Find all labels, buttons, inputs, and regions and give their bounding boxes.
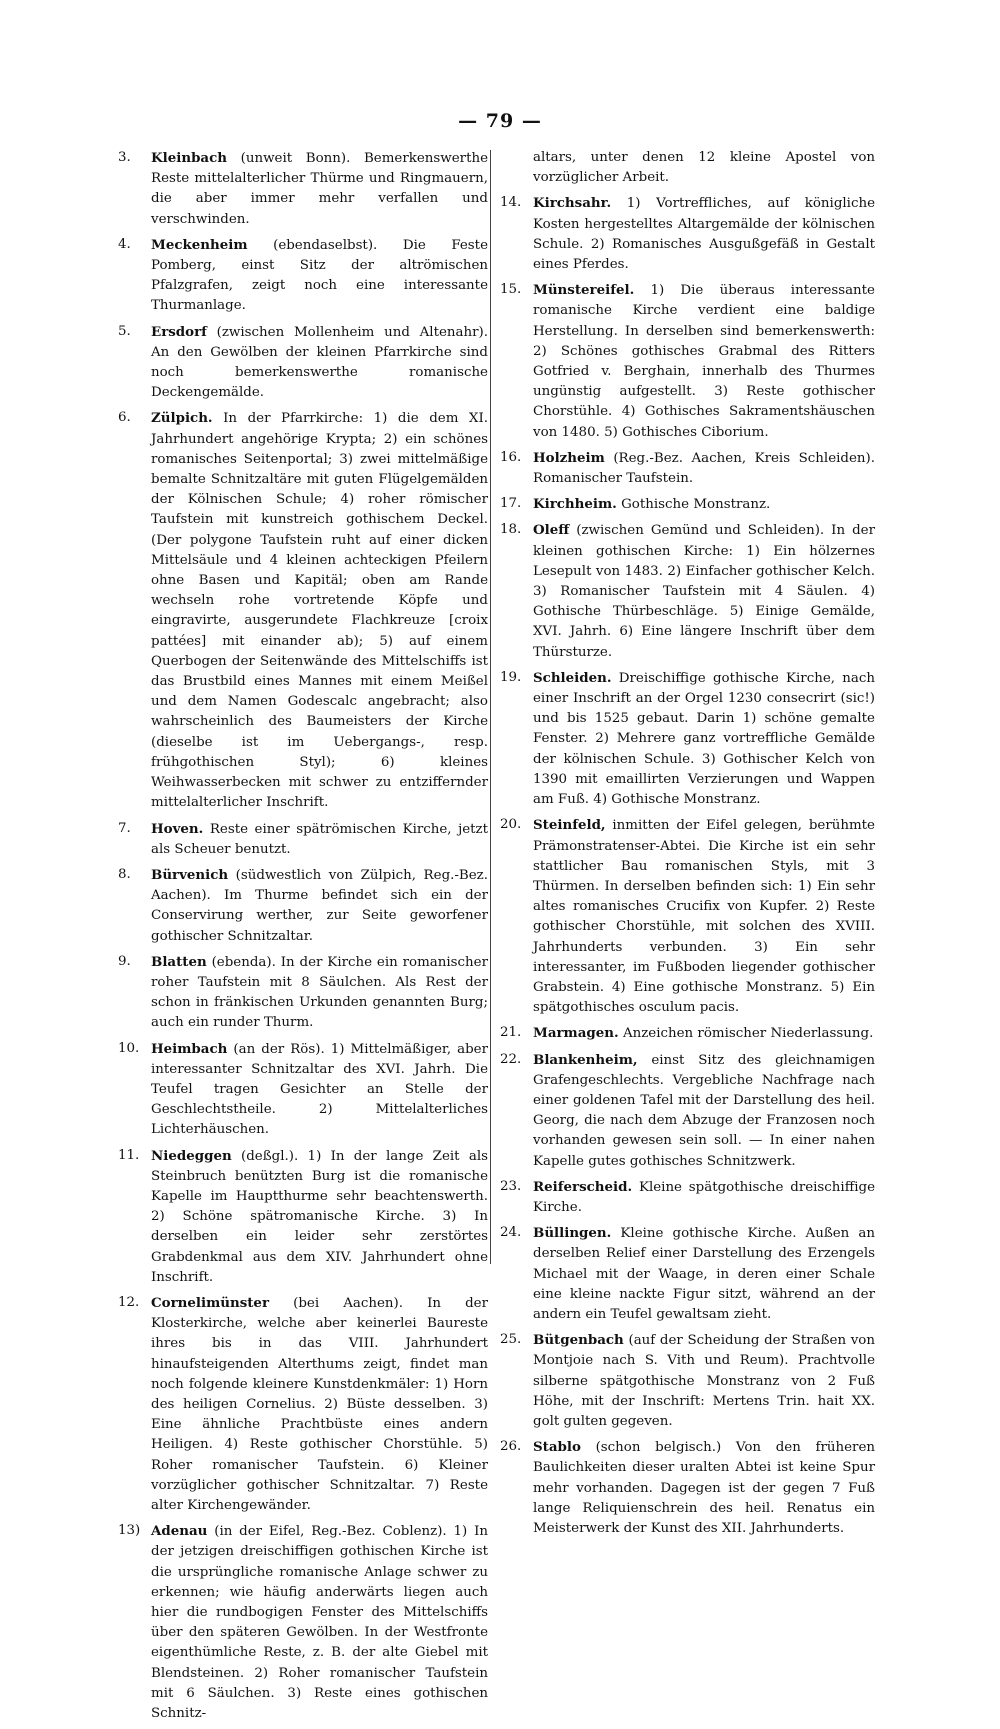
entry-number: 12.	[118, 1294, 140, 1310]
place-name: Zülpich.	[151, 410, 213, 427]
entry-number: 25.	[500, 1332, 522, 1348]
list-item	[500, 1330, 875, 1432]
entry-number: 7.	[118, 820, 131, 836]
entry-text: Dreischiffige gothische Kirche, nach einer Inschrift an der Orgel 1230 consecrirt (sic!) und bis 1525 gebaut. Darin 1) schöne gemalte Fenster. 2) Mehrere ganz vortreffliche Gemälde der kölnischen Schule. 3) Gothischer Kelch von 1390 mit emaillirten Verzierungen und Wappen am Fuß. 4) Gothische Monstranz.	[533, 670, 875, 808]
list-item	[500, 1050, 875, 1172]
list-item	[500, 1177, 875, 1218]
entry-text: (auf der Scheidung der Straßen von Montjoie nach S. Vith und Reum). Prachtvolle silberne spätgothische Monstranz von 2 Fuß Höhe, mit der Inschrift: Mertens Trin. hait XX. golt gulten gegeven.	[533, 1333, 875, 1429]
entry-text: Kleine gothische Kirche. Außen an derselben Relief einer Darstellung des Erzengels Michael mit der Waage, in deren einer Schale eine kleine nackte Figur sitzt, während an der andern ein Teufel gewaltsam zieht.	[533, 1226, 875, 1322]
place-name: Kirchsahr.	[533, 195, 612, 212]
right-column	[500, 148, 875, 1544]
entry-number: 13)	[118, 1523, 141, 1539]
place-name: Heimbach	[151, 1040, 228, 1057]
entry-text: Kleine spätgothische dreischiffige Kirche.	[533, 1179, 875, 1215]
list-item	[500, 148, 875, 188]
entry-number: 20.	[500, 817, 522, 833]
entry-text: (Reg.-Bez. Aachen, Kreis Schleiden). Romanischer Taufstein.	[533, 450, 875, 487]
place-name: Oleff	[533, 522, 570, 539]
entry-text: In der Pfarrkirche: 1) die dem XI. Jahrhundert angehörige Krypta; 2) ein schönes romanisches Seitenportal; 3) zwei mittelmäßige bemalte Schnitzaltäre mit guten Flügelgemälden der Kölnischen Schule; 4) roher römischer Taufstein mit kunstreich gothischem Deckel. (Der polygone Taufstein ruht auf einer dicken Mittelsäule und 4 kleinen achteckigen Pfeilern ohne Basen und Kapitäl; oben am Rande wechseln rohe vortretende Köpfe und eingravirte, ausgerundete Flachkreuze [croix pattées] mit einander ab); 5) auf einem Querbogen der Seitenwände des Mittelschiffs ist das Brustbild eines Mannes mit einem Meißel und dem Namen Godescalc angebracht; also wahrscheinlich des Baumeisters der Kirche (dieselbe ist im Uebergangs-, resp. frühgothischen Styl); 6) kleines Weihwasserbecken mit schwer zu entziffernder mittelalterlicher Inschrift.	[151, 411, 488, 811]
list-item	[500, 193, 875, 275]
list-item	[118, 322, 488, 404]
entry-number: 9.	[118, 953, 131, 969]
entry-text: (südwestlich von Zülpich, Reg.-Bez. Aachen). Im Thurme befindet sich ein der Conservirung werther, zur Seite geworfener gothischer Schnitzaltar.	[151, 867, 488, 944]
list-item	[118, 408, 488, 813]
place-name: Marmagen.	[533, 1025, 619, 1042]
list-item	[500, 1223, 875, 1325]
entry-text: (schon belgisch.) Von den früheren Baulichkeiten dieser uralten Abtei ist keine Spur mehr vorhanden. Dagegen ist der gegen 7 Fuß lange Reliquienschrein des heil. Renatus ein Meisterwerk der Kunst des XII. Jahrhunderts.	[533, 1440, 875, 1536]
entry-number: 6.	[118, 410, 131, 426]
list-item	[118, 1146, 488, 1288]
entry-text: (bei Aachen). In der Klosterkirche, welche aber keinerlei Baureste ihres bis in das VIII. Jahrhundert hinaufsteigenden Alterthums zeigt, findet man noch folgende kleinere Kunstdenkmäler: 1) Horn des heiligen Cornelius. 2) Büste desselben. 3) Eine ähnliche Prachtbüste eines andern Heiligen. 4) Reste gothischer Chorstühle. 5) Roher romanischer Taufstein. 6) Kleiner vorzüglicher gothischer Schnitzaltar. 7) Reste alter Kirchengewänder.	[151, 1295, 488, 1513]
entry-number: 24.	[500, 1225, 522, 1241]
entry-text: (deßgl.). 1) In der lange Zeit als Steinbruch benützten Burg ist die romanische Kapelle im Hauptthurme sehr beachtenswerth. 2) Schöne spätromanische Kirche. 3) In derselben ein leider sehr zerstörtes Grabdenkmal aus dem XIV. Jahrhundert ohne Inschrift.	[151, 1148, 488, 1285]
place-name: Hoven.	[151, 820, 204, 837]
list-item	[500, 1023, 875, 1044]
list-item	[118, 952, 488, 1034]
entry-text: altars, unter denen 12 kleine Apostel von vorzüglicher Arbeit.	[533, 150, 875, 186]
page-number: — 79 —	[458, 110, 542, 132]
list-item	[500, 494, 875, 515]
place-name: Stablo	[533, 1439, 581, 1456]
entry-number: 18.	[500, 522, 522, 538]
left-column	[118, 148, 488, 1729]
entry-number: 16.	[500, 449, 522, 465]
place-name: Blatten	[151, 953, 207, 970]
place-name: Ersdorf	[151, 323, 207, 340]
entry-text: (unweit Bonn). Bemerkenswerthe Reste mittelalterlicher Thürme und Ringmauern, die aber immer mehr verfallen und verschwinden.	[151, 151, 488, 227]
entry-text: Reste einer spätrömischen Kirche, jetzt als Scheuer benutzt.	[151, 821, 488, 857]
place-name: Kirchheim.	[533, 496, 617, 513]
place-name: Schleiden.	[533, 669, 612, 686]
entry-text: (an der Rös). 1) Mittelmäßiger, aber interessanter Schnitzaltar des XVI. Jahrh. Die Teufel tragen Gesichter an Stelle der Geschlechtstheile. 2) Mittelalterliches Lichterhäuschen.	[151, 1041, 488, 1138]
entry-text: (zwischen Gemünd und Schleiden). In der kleinen gothischen Kirche: 1) Ein hölzernes Lesepult von 1483. 2) Einfacher gothischer Kelch. 3) Romanischer Taufstein mit 4 Säulen. 4) Gothische Thürbeschläge. 5) Einige Gemälde, XVI. Jahrh. 6) Eine längere Inschrift über dem Thürsturze.	[533, 523, 875, 660]
place-name: Meckenheim	[151, 236, 248, 253]
place-name: Büllingen.	[533, 1225, 612, 1242]
place-name: Bürvenich	[151, 866, 229, 883]
entry-number: 14.	[500, 195, 522, 211]
entry-number: 8.	[118, 866, 131, 882]
place-name: Kleinbach	[151, 150, 227, 166]
list-item	[118, 148, 488, 230]
list-item	[500, 1437, 875, 1539]
list-item	[118, 235, 488, 317]
place-name: Blankenheim,	[533, 1051, 638, 1068]
entry-text: 1) Vortreffliches, auf königliche Kosten hergestelltes Altargemälde der kölnischen Schule. 2) Romanisches Ausgußgefäß in Gestalt eines Pferdes.	[533, 196, 875, 273]
entry-text: (in der Eifel, Reg.-Bez. Coblenz). 1) In der jetzigen dreischiffigen gothischen Kirche ist die ursprüngliche romanische Anlage schwer zu erkennen; wie häufig anderwärts liegen auch hier die rundbogigen Fenster des Mittelschiffs über den späteren Gewölben. In der Westfronte eigenthümliche Reste, z. B. der alte Giebel mit Blendsteinen. 2) Roher romanischer Taufstein mit 6 Säulchen. 3) Reste eines gothischen Schnitz-	[151, 1524, 488, 1722]
list-item	[118, 819, 488, 860]
entry-number: 10.	[118, 1040, 140, 1056]
list-item	[500, 815, 875, 1018]
entry-number: 23.	[500, 1178, 522, 1194]
place-name: Bütgenbach	[533, 1332, 624, 1349]
column-divider	[490, 150, 491, 1264]
entry-text: (ebendaselbst). Die Feste Pomberg, einst Sitz der altrömischen Pfalzgrafen, zeigt noch eine interessante Thurmanlage.	[151, 237, 488, 314]
entry-text: inmitten der Eifel gelegen, berühmte Prämonstratenser-Abtei. Die Kirche ist ein sehr stattlicher Bau romanischen Styls, mit 3 Thürmen. In derselben befinden sich: 1) Ein sehr altes romanisches Crucifix von Kupfer. 2) Reste gothischer Chorstühle, mit solchen des XVIII. Jahrhunderts verbunden. 3) Ein sehr interessanter, im Fußboden liegender gothischer Grabstein. 4) Eine gothische Monstranz. 5) Ein spätgothisches osculum pacis.	[533, 818, 875, 1016]
entry-number: 4.	[118, 236, 131, 252]
place-name: Cornelimünster	[151, 1294, 270, 1311]
list-item	[118, 1293, 488, 1516]
entry-text: (ebenda). In der Kirche ein romanischer roher Taufstein mit 8 Säulchen. Als Rest der schon in fränkischen Urkunden genannten Burg; auch ein runder Thurm.	[151, 954, 488, 1031]
list-item	[500, 448, 875, 489]
list-item	[500, 668, 875, 810]
place-name: Reiferscheid.	[533, 1178, 633, 1195]
entry-number: 11.	[118, 1147, 140, 1163]
list-item	[118, 1521, 488, 1724]
entry-text: Gothische Monstranz.	[616, 497, 771, 513]
place-name: Adenau	[151, 1523, 208, 1540]
entry-number: 22.	[500, 1051, 522, 1067]
entry-number: 26.	[500, 1439, 522, 1455]
list-item	[500, 280, 875, 443]
entry-number: 19.	[500, 669, 522, 685]
list-item	[118, 1039, 488, 1141]
list-item	[500, 520, 875, 662]
place-name: Steinfeld,	[533, 817, 606, 834]
list-item	[118, 865, 488, 947]
entry-number: 21.	[500, 1025, 522, 1041]
entry-number: 5.	[118, 323, 131, 339]
place-name: Münstereifel.	[533, 282, 635, 299]
place-name: Niedeggen	[151, 1147, 232, 1164]
entry-number: 3.	[118, 150, 131, 165]
entry-text: 1) Die überaus interessante romanische Kirche verdient eine baldige Herstellung. In derselben sind bemerkenswerth: 2) Schönes gothisches Grabmal des Ritters Gotfried v. Berghain, innerhalb des Thurmes ungünstig aufgestellt. 3) Reste gothischer Chorstühle. 4) Gothisches Sakramentshäuschen von 1480. 5) Gothisches Ciborium.	[533, 283, 875, 440]
entry-number: 15.	[500, 282, 522, 298]
entry-text: Anzeichen römischer Niederlassung.	[618, 1026, 874, 1042]
place-name: Holzheim	[533, 449, 605, 466]
entry-text: einst Sitz des gleichnamigen Grafengeschlechts. Vergebliche Nachfrage nach einer goldenen Tafel mit der Darstellung des heil. Georg, die nach dem Abzuge der Franzosen noch vorhanden gewesen sein soll. — In einer nahen Kapelle gutes gothisches Schnitzwerk.	[533, 1052, 875, 1169]
entry-text: (zwischen Mollenheim und Altenahr). An den Gewölben der kleinen Pfarrkirche sind noch bemerkenswerthe romanische Deckengemälde.	[151, 324, 488, 401]
entry-number: 17.	[500, 496, 522, 512]
